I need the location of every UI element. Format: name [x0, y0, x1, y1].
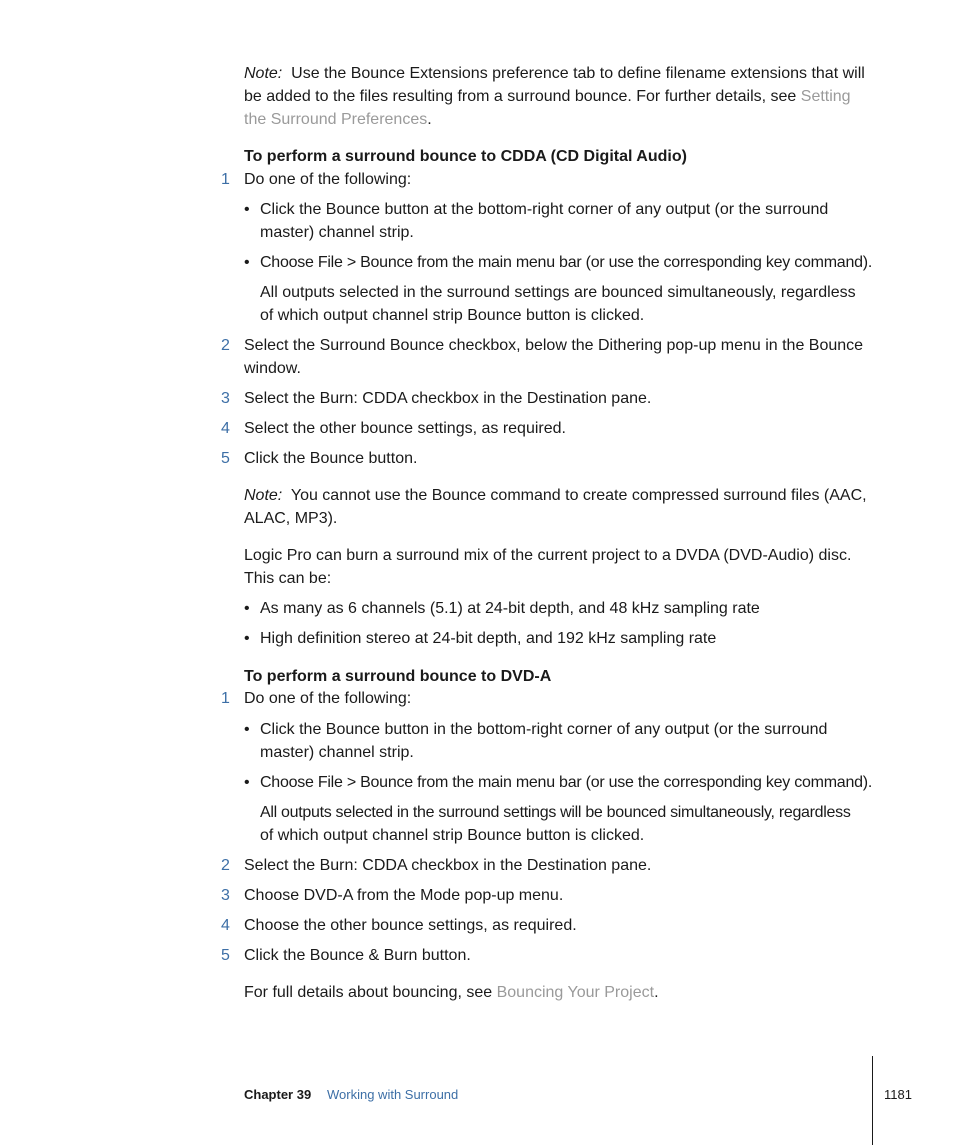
paragraph-text: . [654, 984, 659, 1001]
link-bouncing-your-project[interactable]: Bouncing Your Project [496, 984, 655, 1001]
link-setting-surround-preferences[interactable]: the Surround Preferences [244, 111, 428, 128]
step-number: 4 [221, 420, 230, 437]
paragraph-text: For full details about bouncing, see [244, 984, 497, 1001]
footer-chapter: Chapter 39 [244, 1087, 312, 1102]
note-line [244, 85, 851, 108]
bullet-text: master) channel strip. [260, 224, 414, 241]
note-label: Note: [244, 65, 283, 82]
footer-divider [872, 1056, 873, 1145]
link-setting-surround-preferences[interactable]: Setting [800, 88, 851, 105]
note-line [244, 108, 432, 131]
step-text: Click the Bounce & Burn button. [244, 947, 471, 964]
bullet-text: High definition stereo at 24-bit depth, and 192 kHz sampling rate [260, 630, 717, 647]
step-number: 1 [221, 171, 230, 188]
note-label: Note: [244, 487, 283, 504]
bullet-text: Choose File > Bounce from the main menu bar (or use the corresponding key command). [260, 254, 873, 271]
paragraph-text: All outputs selected in the surround settings will be bounced simultaneously, regardless [260, 804, 851, 821]
step-text: Choose the other bounce settings, as required. [244, 917, 577, 934]
paragraph-text: This can be: [244, 570, 332, 587]
bullet-text: As many as 6 channels (5.1) at 24-bit depth, and 48 kHz sampling rate [260, 600, 760, 617]
step-number: 1 [221, 690, 230, 707]
step-text: Do one of the following: [244, 690, 412, 707]
note-line [244, 62, 865, 85]
note-text: be added to the files resulting from a surround bounce. For further details, see [244, 88, 801, 105]
note-line [244, 484, 867, 507]
step-number: 5 [221, 450, 230, 467]
note-text: You cannot use the Bounce command to create compressed surround files (AAC, [290, 487, 867, 504]
step-number: 3 [221, 887, 230, 904]
step-text: Choose DVD-A from the Mode pop-up menu. [244, 887, 564, 904]
bullet-dot: • [244, 254, 250, 271]
footer-chapter-title[interactable]: Working with Surround [327, 1087, 459, 1102]
note-text: . [427, 111, 432, 128]
step-text: Select the Burn: CDDA checkbox in the Destination pane. [244, 857, 652, 874]
section-heading: To perform a surround bounce to DVD-A [244, 668, 552, 685]
bullet-dot: • [244, 774, 250, 791]
bullet-text: Choose File > Bounce from the main menu bar (or use the corresponding key command). [260, 774, 873, 791]
bullet-dot: • [244, 201, 250, 218]
bullet-text: master) channel strip. [260, 744, 414, 761]
bullet-dot: • [244, 630, 250, 647]
step-text: window. [244, 360, 301, 377]
bullet-dot: • [244, 721, 250, 738]
paragraph-text: Logic Pro can burn a surround mix of the current project to a DVDA (DVD-Audio) disc. [244, 547, 852, 564]
paragraph-text: All outputs selected in the surround settings are bounced simultaneously, regardless [260, 284, 856, 301]
step-number: 5 [221, 947, 230, 964]
step-text: Select the Burn: CDDA checkbox in the Destination pane. [244, 390, 652, 407]
step-number: 2 [221, 337, 230, 354]
step-number: 4 [221, 917, 230, 934]
note-text: ALAC, MP3). [244, 510, 338, 527]
bullet-text: Click the Bounce button at the bottom-right corner of any output (or the surround [260, 201, 829, 218]
note-text: Use the Bounce Extensions preference tab to define filename extensions that will [291, 65, 865, 82]
paragraph-text: of which output channel strip Bounce button is clicked. [260, 827, 645, 844]
step-number: 2 [221, 857, 230, 874]
step-text: Select the other bounce settings, as required. [244, 420, 566, 437]
section-heading: To perform a surround bounce to CDDA (CD Digital Audio) [244, 148, 687, 165]
page-number: 1181 [884, 1087, 912, 1102]
bullet-dot: • [244, 600, 250, 617]
step-number: 3 [221, 390, 230, 407]
bullet-text: Click the Bounce button in the bottom-right corner of any output (or the surround [260, 721, 828, 738]
step-text: Select the Surround Bounce checkbox, below the Dithering pop-up menu in the Bounce [244, 337, 864, 354]
step-text: Do one of the following: [244, 171, 412, 188]
paragraph-text [244, 981, 659, 1004]
paragraph-text: of which output channel strip Bounce button is clicked. [260, 307, 645, 324]
step-text: Click the Bounce button. [244, 450, 418, 467]
